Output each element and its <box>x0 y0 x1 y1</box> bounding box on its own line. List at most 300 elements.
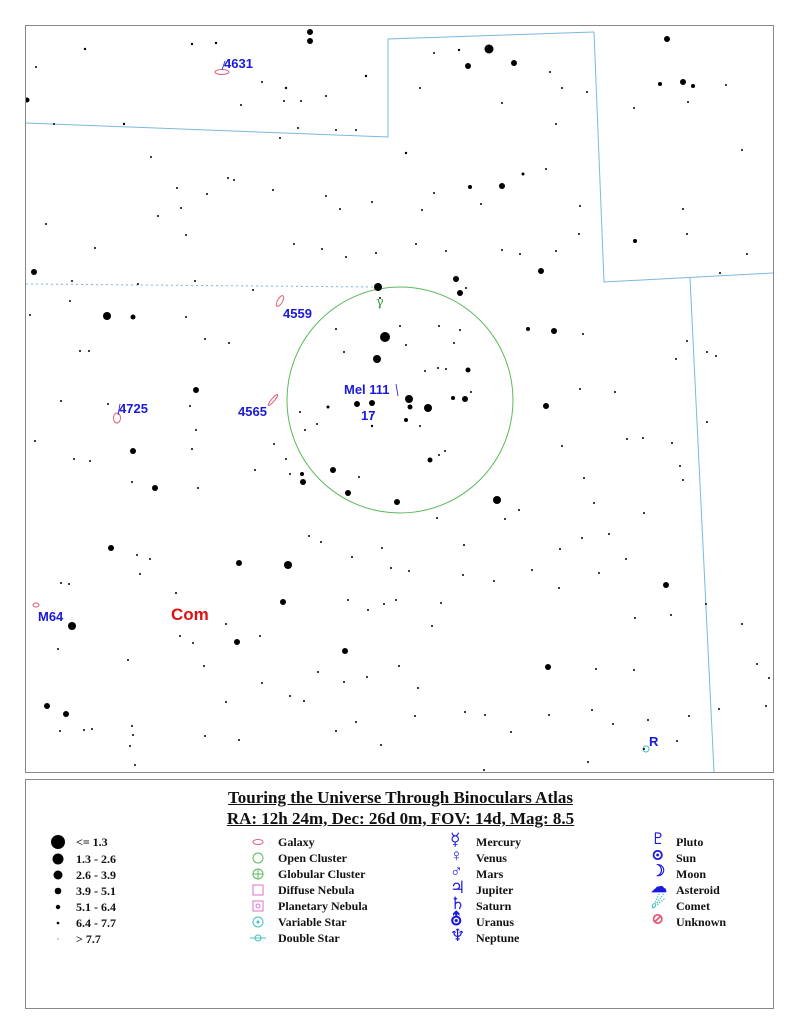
atlas-title: Touring the Universe Through Binoculars Atlas <box>228 788 573 807</box>
star-60 <box>31 269 37 275</box>
asteroid-icon: ☁ <box>651 879 667 896</box>
star-232 <box>510 731 512 733</box>
star-170 <box>643 512 645 514</box>
star-28 <box>725 84 727 86</box>
mag-dot-3 <box>55 888 62 895</box>
star-246 <box>59 730 61 732</box>
star-183 <box>598 572 600 574</box>
star-38 <box>555 123 557 125</box>
ngc4725-label[interactable]: 4725 <box>119 401 148 416</box>
star-150 <box>197 487 199 489</box>
star-149 <box>191 448 193 450</box>
star-122 <box>405 344 407 346</box>
star-64 <box>45 223 47 225</box>
star-126 <box>299 411 301 413</box>
star-178 <box>462 574 464 576</box>
misc-label-sun: Sun <box>676 851 697 865</box>
star-43 <box>150 156 152 158</box>
mag-dot-0 <box>51 835 65 849</box>
star-192 <box>68 583 70 585</box>
star-208 <box>395 599 397 601</box>
star-131 <box>60 400 62 402</box>
star-95 <box>373 355 381 363</box>
mercury-icon: ☿ <box>450 830 461 849</box>
star-88 <box>131 315 136 320</box>
star-188 <box>136 554 138 556</box>
star-92 <box>69 300 71 302</box>
star-62 <box>180 207 182 209</box>
star-144 <box>130 448 136 454</box>
misc-label-pluto: Pluto <box>676 835 704 849</box>
mel111-open-cluster-circle[interactable] <box>287 287 513 513</box>
star-168 <box>583 477 585 479</box>
star-53 <box>433 192 435 194</box>
star-217 <box>417 687 419 689</box>
star-180 <box>493 580 495 582</box>
star-240 <box>676 740 678 742</box>
ngc4565-label[interactable]: 4565 <box>238 404 267 419</box>
boundary-line-north <box>26 32 594 137</box>
star-247 <box>83 729 85 731</box>
star-226 <box>335 730 337 732</box>
star-58 <box>682 208 684 210</box>
star-224 <box>289 695 291 697</box>
star-102 <box>582 333 584 335</box>
star-128 <box>371 425 373 427</box>
variable-r-label[interactable]: R <box>649 734 659 749</box>
star-71 <box>445 250 447 252</box>
mel111-label[interactable]: Mel 111 <box>344 382 390 397</box>
star-119 <box>437 367 439 369</box>
star-259 <box>741 623 743 625</box>
star-27 <box>687 101 689 103</box>
ngc4631-label[interactable]: 4631 <box>224 56 253 71</box>
star-200 <box>320 541 322 543</box>
star-57 <box>633 239 637 243</box>
sun-icon: ⊙ <box>651 847 665 864</box>
star-254 <box>238 739 240 741</box>
star-205 <box>347 599 349 601</box>
star-69 <box>375 252 377 254</box>
stars-group <box>26 29 770 771</box>
star-96 <box>399 325 401 327</box>
object-label-globular-cluster: Globular Cluster <box>278 867 366 881</box>
star-98 <box>459 329 461 331</box>
mag-label-0: <= 1.3 <box>76 835 108 849</box>
star-55 <box>545 168 547 170</box>
star-132 <box>107 403 109 405</box>
star-172 <box>608 533 610 535</box>
star-159 <box>300 472 304 476</box>
star-250 <box>129 745 131 747</box>
star-218 <box>431 625 433 627</box>
star-79 <box>686 233 688 235</box>
star-202 <box>381 547 383 549</box>
planet-label-mars: Mars <box>476 867 504 881</box>
star-111 <box>424 404 432 412</box>
star-35 <box>355 129 357 131</box>
star-84 <box>252 289 254 291</box>
star-255 <box>483 769 485 771</box>
star-153 <box>444 450 446 452</box>
star-103 <box>686 340 688 342</box>
neptune-icon: ♆ <box>450 926 466 945</box>
star-173 <box>581 537 583 539</box>
star-228 <box>380 744 382 746</box>
star-177 <box>463 544 465 546</box>
star-234 <box>548 714 550 716</box>
star-2 <box>485 45 494 54</box>
planet-label-saturn: Saturn <box>476 899 512 913</box>
mag-label-2: 2.6 - 3.9 <box>76 868 116 882</box>
star-129 <box>193 387 199 393</box>
object-label-galaxy: Galaxy <box>278 835 315 849</box>
star-263 <box>195 429 197 431</box>
star-139 <box>671 442 673 444</box>
star-165 <box>493 496 501 504</box>
star-54 <box>480 203 482 205</box>
mars-icon: ♂ <box>450 862 463 881</box>
object-label-diffuse-nebula: Diffuse Nebula <box>278 883 355 897</box>
planet-label-venus: Venus <box>476 851 507 865</box>
star-239 <box>647 719 649 721</box>
star-97 <box>438 325 440 327</box>
m64-label[interactable]: M64 <box>38 609 64 624</box>
star-189 <box>149 558 151 560</box>
star-78 <box>578 233 580 235</box>
star-157 <box>345 490 351 496</box>
misc-label-moon: Moon <box>676 867 706 881</box>
star-179 <box>440 602 442 604</box>
star-41 <box>468 185 472 189</box>
star-70 <box>415 243 417 245</box>
star-245 <box>63 711 69 717</box>
star-87 <box>103 312 111 320</box>
star-75 <box>457 290 463 296</box>
star-51 <box>371 201 373 203</box>
mag-label-6: > 7.7 <box>76 932 101 946</box>
star-5 <box>664 36 670 42</box>
mag-label-3: 3.9 - 5.1 <box>76 884 116 898</box>
star-17 <box>300 100 302 102</box>
mag-label-1: 1.3 - 2.6 <box>76 852 116 866</box>
star-148 <box>131 481 133 483</box>
star-50 <box>339 208 341 210</box>
star-260 <box>756 663 758 665</box>
mag-dot-5 <box>57 922 60 925</box>
star-22 <box>458 49 460 51</box>
star-17-label[interactable]: 17 <box>361 408 376 423</box>
star-117 <box>466 368 471 373</box>
constellation-com-label: Com <box>171 605 209 624</box>
star-143 <box>682 479 684 481</box>
star-164 <box>394 499 400 505</box>
star-chart <box>25 25 774 773</box>
star-137 <box>675 358 677 360</box>
star-73 <box>538 268 544 274</box>
star-201 <box>351 556 353 558</box>
star-227 <box>355 721 357 723</box>
star-101 <box>551 328 557 334</box>
star-120 <box>424 370 426 372</box>
star-211 <box>259 635 261 637</box>
star-249 <box>131 725 133 727</box>
star-248 <box>91 728 93 730</box>
star-123 <box>354 401 360 407</box>
star-151 <box>428 458 433 463</box>
star-83 <box>194 280 196 282</box>
star-147 <box>89 460 91 462</box>
star-145 <box>152 485 158 491</box>
star-19 <box>365 75 367 77</box>
star-104 <box>706 351 708 353</box>
star-48 <box>272 189 274 191</box>
star-155 <box>358 476 360 478</box>
star-162 <box>304 429 306 431</box>
star-93 <box>335 328 337 330</box>
star-77 <box>555 250 557 252</box>
star-91 <box>29 314 31 316</box>
star-109 <box>343 351 345 353</box>
comet-icon: ☄ <box>651 895 666 912</box>
atlas-subtitle: RA: 12h 24m, Dec: 26d 0m, FOV: 14d, Mag: 8.5 <box>226 809 575 828</box>
star-244 <box>44 703 50 709</box>
star-196 <box>236 560 242 566</box>
star-198 <box>280 599 286 605</box>
star-265 <box>285 458 287 460</box>
star-68 <box>345 256 347 258</box>
star-203 <box>390 567 392 569</box>
star-194 <box>175 592 177 594</box>
star-13 <box>35 66 37 68</box>
gamma-star-label[interactable]: γ <box>376 295 384 310</box>
star-237 <box>612 723 614 725</box>
object-label-open-cluster: Open Cluster <box>278 851 347 865</box>
star-171 <box>625 558 627 560</box>
misc-label-asteroid: Asteroid <box>676 883 720 897</box>
star-258 <box>705 603 707 605</box>
star-135 <box>579 388 581 390</box>
star-39 <box>499 183 505 189</box>
star-42 <box>741 149 743 151</box>
star-0 <box>307 29 313 35</box>
star-32 <box>279 137 281 139</box>
star-219 <box>127 659 129 661</box>
star-236 <box>595 668 597 670</box>
star-82 <box>137 283 139 285</box>
star-186 <box>663 582 669 588</box>
star-213 <box>317 671 319 673</box>
star-233 <box>545 664 551 670</box>
star-214 <box>343 681 345 683</box>
star-105 <box>715 355 717 357</box>
star-174 <box>559 548 561 550</box>
star-176 <box>436 517 438 519</box>
star-130 <box>189 405 191 407</box>
planetary-nebula-icon <box>253 901 263 911</box>
star-133 <box>34 440 36 442</box>
star-197 <box>284 561 292 569</box>
star-44 <box>227 177 229 179</box>
m64-galaxy-icon[interactable] <box>33 603 39 607</box>
star-30 <box>53 123 55 125</box>
star-7 <box>691 84 695 88</box>
star-207 <box>383 603 385 605</box>
moon-icon: ☽ <box>651 863 666 880</box>
star-185 <box>670 614 672 616</box>
star-49 <box>325 195 327 197</box>
star-256 <box>587 761 589 763</box>
diffuse-nebula-icon <box>253 885 263 895</box>
misc-label-comet: Comet <box>676 899 710 913</box>
star-100 <box>526 327 530 331</box>
star-212 <box>342 648 348 654</box>
star-63 <box>185 234 187 236</box>
star-14 <box>261 81 263 83</box>
mag-dot-6 <box>57 938 58 939</box>
star-163 <box>254 469 256 471</box>
star-45 <box>233 179 235 181</box>
star-61 <box>157 215 159 217</box>
star-80 <box>719 272 721 274</box>
star-112 <box>408 405 413 410</box>
ngc4565-galaxy-icon[interactable] <box>267 394 278 407</box>
boundary-line-east-lower <box>690 278 714 772</box>
star-142 <box>626 438 628 440</box>
star-262 <box>57 648 59 650</box>
star-47 <box>176 187 178 189</box>
star-72 <box>501 249 503 251</box>
ngc4559-label[interactable]: 4559 <box>283 306 312 321</box>
misc-label-unknown: Unknown <box>676 915 727 929</box>
object-label-double-star: Double Star <box>278 931 340 945</box>
star-25 <box>586 91 588 93</box>
galaxy-icon <box>253 840 263 845</box>
star-8 <box>658 82 662 86</box>
star-156 <box>330 467 336 473</box>
variable-star-icon <box>253 917 263 927</box>
star-116 <box>470 391 472 393</box>
star-136 <box>614 391 616 393</box>
star-251 <box>132 734 134 736</box>
star-261 <box>768 677 770 679</box>
star-125 <box>327 406 330 409</box>
star-154 <box>419 425 421 427</box>
legend-panel <box>25 779 774 1009</box>
star-10 <box>84 48 86 50</box>
star-243 <box>765 705 767 707</box>
star-24 <box>561 87 563 89</box>
star-90 <box>204 338 206 340</box>
star-220 <box>192 642 194 644</box>
boundary-line-west <box>26 284 376 287</box>
open-cluster-icon <box>253 853 263 863</box>
star-231 <box>484 714 486 716</box>
star-81 <box>71 280 73 282</box>
star-1 <box>307 38 313 44</box>
star-181 <box>531 569 533 571</box>
star-216 <box>398 665 400 667</box>
star-16 <box>283 100 285 102</box>
star-191 <box>60 582 62 584</box>
star-26 <box>633 107 635 109</box>
star-108 <box>228 342 230 344</box>
object-symbols <box>250 834 268 946</box>
star-166 <box>518 509 520 511</box>
star-257 <box>643 748 645 750</box>
star-40 <box>522 173 525 176</box>
star-33 <box>297 127 299 129</box>
star-182 <box>558 587 560 589</box>
star-209 <box>234 639 240 645</box>
unknown-icon: ⊘ <box>651 911 665 928</box>
star-175 <box>504 518 506 520</box>
star-9 <box>26 98 30 103</box>
star-241 <box>688 715 690 717</box>
double-star-icon <box>250 935 266 941</box>
star-18 <box>325 95 327 97</box>
star-158 <box>300 479 306 485</box>
star-230 <box>464 711 466 713</box>
planet-label-mercury: Mercury <box>476 835 522 849</box>
star-94 <box>380 332 390 342</box>
mag-label-4: 5.1 - 6.4 <box>76 900 116 914</box>
star-67 <box>321 248 323 250</box>
star-190 <box>139 573 141 575</box>
magnitude-dots <box>48 834 72 946</box>
star-99 <box>465 287 467 289</box>
star-223 <box>261 682 263 684</box>
planet-label-uranus: Uranus <box>476 915 515 929</box>
star-199 <box>308 535 310 537</box>
star-225 <box>303 700 305 702</box>
star-215 <box>366 676 368 678</box>
star-52 <box>421 209 423 211</box>
star-20 <box>419 87 421 89</box>
star-138 <box>706 421 708 423</box>
star-222 <box>225 701 227 703</box>
star-134 <box>543 403 549 409</box>
star-12 <box>215 42 217 44</box>
mel111-leader-line <box>396 384 398 396</box>
star-169 <box>593 502 595 504</box>
star-146 <box>73 458 75 460</box>
star-74 <box>453 276 459 282</box>
planet-label-jupiter: Jupiter <box>476 883 514 897</box>
mag-dot-2 <box>54 871 63 880</box>
star-235 <box>591 709 593 711</box>
star-204 <box>408 570 410 572</box>
star-195 <box>179 635 181 637</box>
star-193 <box>68 622 76 630</box>
star-29 <box>123 123 125 125</box>
star-31 <box>240 104 242 106</box>
star-161 <box>316 423 318 425</box>
object-label-planetary-nebula: Planetary Nebula <box>278 899 368 913</box>
jupiter-icon: ♃ <box>450 878 466 897</box>
star-124 <box>369 400 375 406</box>
boundary-line-east-upper <box>594 32 773 282</box>
star-252 <box>134 764 136 766</box>
mag-dot-4 <box>56 905 60 909</box>
star-85 <box>374 283 382 291</box>
star-253 <box>204 735 206 737</box>
star-110 <box>405 395 413 403</box>
star-206 <box>367 609 369 611</box>
star-15 <box>285 87 287 89</box>
star-66 <box>293 243 295 245</box>
star-152 <box>438 454 440 456</box>
